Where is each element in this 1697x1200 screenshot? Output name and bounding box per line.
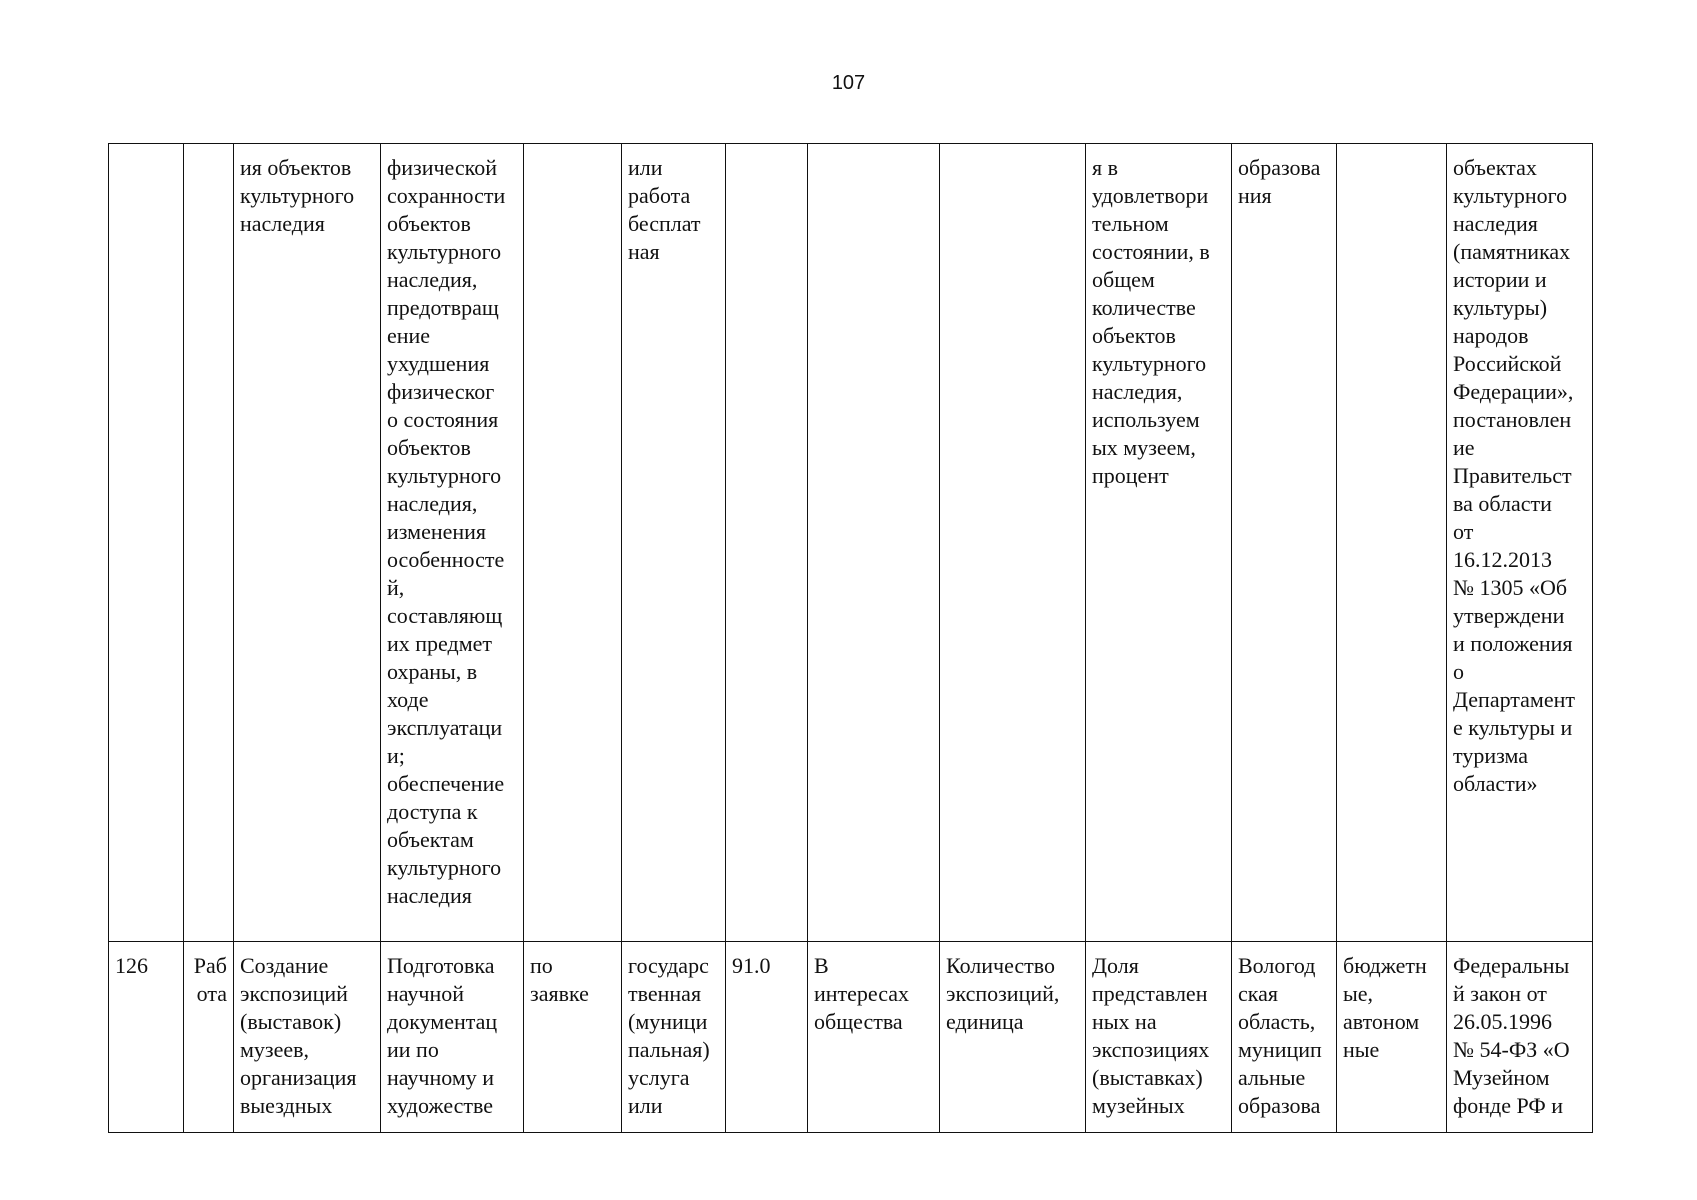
cell-consumers: В интересах общества (808, 942, 940, 1133)
cell-type: Раб ота (184, 942, 234, 1133)
cell-name: ия объектов культурного наследия (234, 144, 381, 942)
cell-number (109, 144, 184, 942)
cell-quality-indicator: я в удовлетвори тельном состоянии, в общем количестве объектов культурного наследия, используем ых музеем, процент (1086, 144, 1232, 942)
cell-name: Создание экспозиций (выставок) музеев, организация выездных (234, 942, 381, 1133)
page-number: 107 (831, 72, 866, 94)
registry-table (108, 143, 1593, 1133)
cell-number: 126 (109, 942, 184, 1133)
cell-conditions: по заявке (524, 942, 622, 1133)
cell-payment: или работа бесплат ная (622, 144, 726, 942)
cell-institution-type (1337, 144, 1447, 942)
cell-consumers (808, 144, 940, 942)
cell-type (184, 144, 234, 942)
table-row (109, 144, 1593, 942)
cell-okved: 91.0 (726, 942, 808, 1133)
cell-content: физической сохранности объектов культурного наследия, предотвращ ение ухудшения физическог о состояния объектов культурного наследия, изменения особенносте й, составляющ их предмет охраны, в ходе эксплуатаци и; обеспечение доступа к объектам культурного наследия (381, 144, 524, 942)
cell-legal-basis: объектах культурного наследия (памятниках истории и культуры) народов Российской Федерации», постановлен ие Правительст ва области от 16.12.2013 № 1305 «Об утверждени и положения о Департамент е культуры и туризма области» (1447, 144, 1593, 942)
cell-quality-indicator: Доля представлен ных на экспозициях (выставках) музейных (1086, 942, 1232, 1133)
cell-legal-basis: Федеральны й закон от 26.05.1996 № 54-ФЗ «О Музейном фонде РФ и (1447, 942, 1593, 1133)
cell-conditions (524, 144, 622, 942)
cell-volume-indicator (940, 144, 1086, 942)
cell-payment: государс твенная (муници пальная) услуга или (622, 942, 726, 1133)
cell-founder: образова ния (1232, 144, 1337, 942)
table-row (109, 942, 1593, 1133)
cell-volume-indicator: Количество экспозиций, единица (940, 942, 1086, 1133)
cell-content: Подготовка научной документац ии по научному и художестве (381, 942, 524, 1133)
cell-okved (726, 144, 808, 942)
cell-founder: Вологод ская область, муницип альные образова (1232, 942, 1337, 1133)
cell-institution-type: бюджетн ые, автоном ные (1337, 942, 1447, 1133)
